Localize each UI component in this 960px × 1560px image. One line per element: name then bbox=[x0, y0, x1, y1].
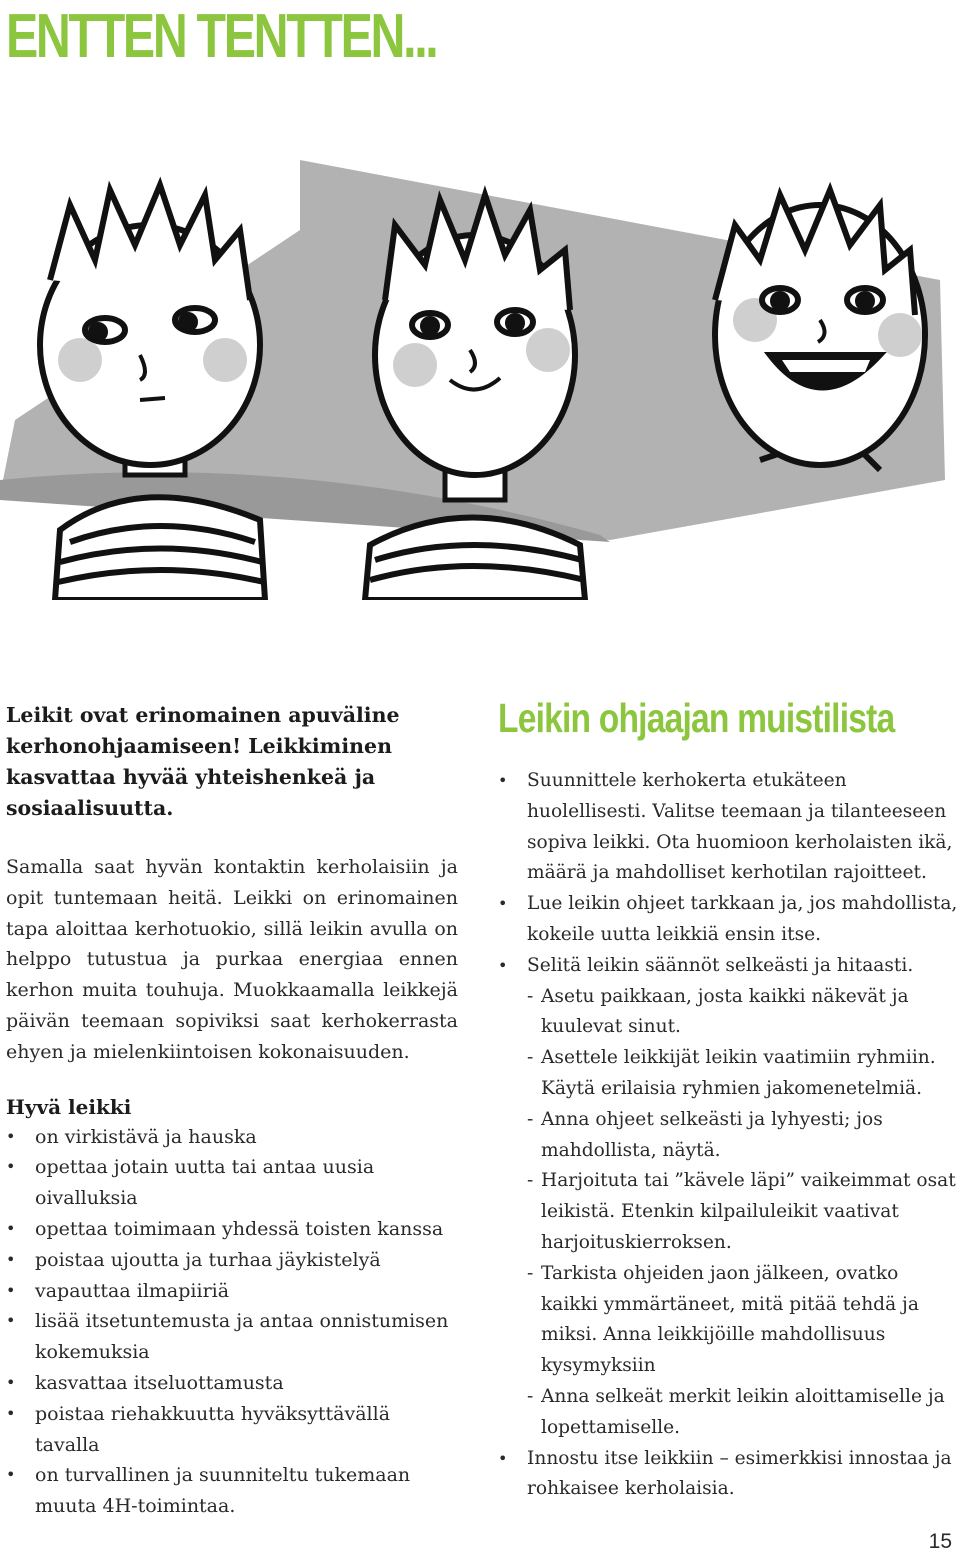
right-column bbox=[498, 694, 958, 1505]
list-item: • on virkistävä ja hauska bbox=[6, 1122, 458, 1153]
sub-list-item: - Harjoituta tai ”kävele läpi” vaikeimmat osat leikistä. Etenkin kilpailuleikit vaativat harjoituskierroksen. bbox=[527, 1166, 958, 1258]
list-item: • kasvattaa itseluottamusta bbox=[6, 1368, 458, 1399]
sub-list-item: - Asetu paikkaan, josta kaikki näkevät ja kuulevat sinut. bbox=[527, 982, 958, 1044]
list-item: • opettaa toimimaan yhdessä toisten kanssa bbox=[6, 1214, 458, 1245]
good-play-list bbox=[6, 1122, 458, 1522]
kids-illustration bbox=[0, 150, 960, 600]
intro-text: Leikit ovat erinomainen apuväline kerhonohjaamiseen! Leikkiminen kasvattaa hyvää yhteishenkeä ja sosiaalisuutta. bbox=[6, 703, 400, 820]
checklist-heading: Leikin ohjaajan muistilista bbox=[498, 695, 895, 741]
intro-paragraph: Samalla saat hyvän kontaktin kerholaisiin ja opit tuntemaan heitä. Leikki on erinomainen tapa aloittaa kerhotuokio, sillä leikin avulla on helppo tutustua ja purkaa energiaa ennen kerhon muita touhuja. Muokkaamalla leikkejä päivän teemaan sopiviksi saat kerhokerrasta ehyen ja mielenkiintoisen kokonaisuuden. bbox=[6, 856, 458, 1063]
checklist bbox=[498, 766, 958, 1505]
list-item: • Suunnittele kerhokerta etukäteen huolellisesti. Valitse teemaan ja tilanteeseen sopiva leikki. Ota huomioon kerholaisten ikä, määrä ja mahdolliset kerhotilan rajoitteet. bbox=[498, 766, 958, 889]
list-item: • poistaa ujoutta ja turhaa jäykistelyä bbox=[6, 1245, 458, 1276]
sub-list-item: - Asettele leikkijät leikin vaatimiin ryhmiin. Käytä erilaisia ryhmien jakomenetelmiä. bbox=[527, 1043, 958, 1105]
sub-list bbox=[527, 982, 958, 1444]
good-play-heading: Hyvä leikki bbox=[6, 1094, 132, 1119]
list-item: • opettaa jotain uutta tai antaa uusia oivalluksia bbox=[6, 1152, 458, 1214]
sub-list-item: - Anna selkeät merkit leikin aloittamiselle ja lopettamiselle. bbox=[527, 1382, 958, 1444]
list-item-text: Selitä leikin säännöt selkeästi ja hitaasti. bbox=[527, 954, 914, 976]
page-title: ENTTEN TENTTEN... bbox=[6, 2, 437, 71]
left-column bbox=[6, 700, 458, 1522]
list-item: • on turvallinen ja suunniteltu tukemaan muuta 4H-toimintaa. bbox=[6, 1460, 458, 1522]
list-item bbox=[498, 951, 958, 1444]
kids-faces-icon bbox=[0, 150, 960, 600]
list-item: • vapauttaa ilmapiiriä bbox=[6, 1276, 458, 1307]
sub-list-item: - Tarkista ohjeiden jaon jälkeen, ovatko kaikki ymmärtäneet, mitä pitää tehdä ja miksi. Anna leikkijöille mahdollisuus kysymyksiin bbox=[527, 1259, 958, 1382]
list-item: • Innostu itse leikkiin – esimerkkisi innostaa ja rohkaisee kerholaisia. bbox=[498, 1444, 958, 1506]
page-number: 15 bbox=[928, 1530, 952, 1553]
kid-1-face bbox=[40, 185, 265, 600]
kid-3-face bbox=[715, 190, 925, 470]
list-item: • lisää itsetuntemusta ja antaa onnistumisen kokemuksia bbox=[6, 1306, 458, 1368]
sub-list-item: - Anna ohjeet selkeästi ja lyhyesti; jos mahdollista, näytä. bbox=[527, 1105, 958, 1167]
list-item: • poistaa riehakkuutta hyväksyttävällä tavalla bbox=[6, 1399, 458, 1461]
list-item: • Lue leikin ohjeet tarkkaan ja, jos mahdollista, kokeile uutta leikkiä ensin itse. bbox=[498, 889, 958, 951]
